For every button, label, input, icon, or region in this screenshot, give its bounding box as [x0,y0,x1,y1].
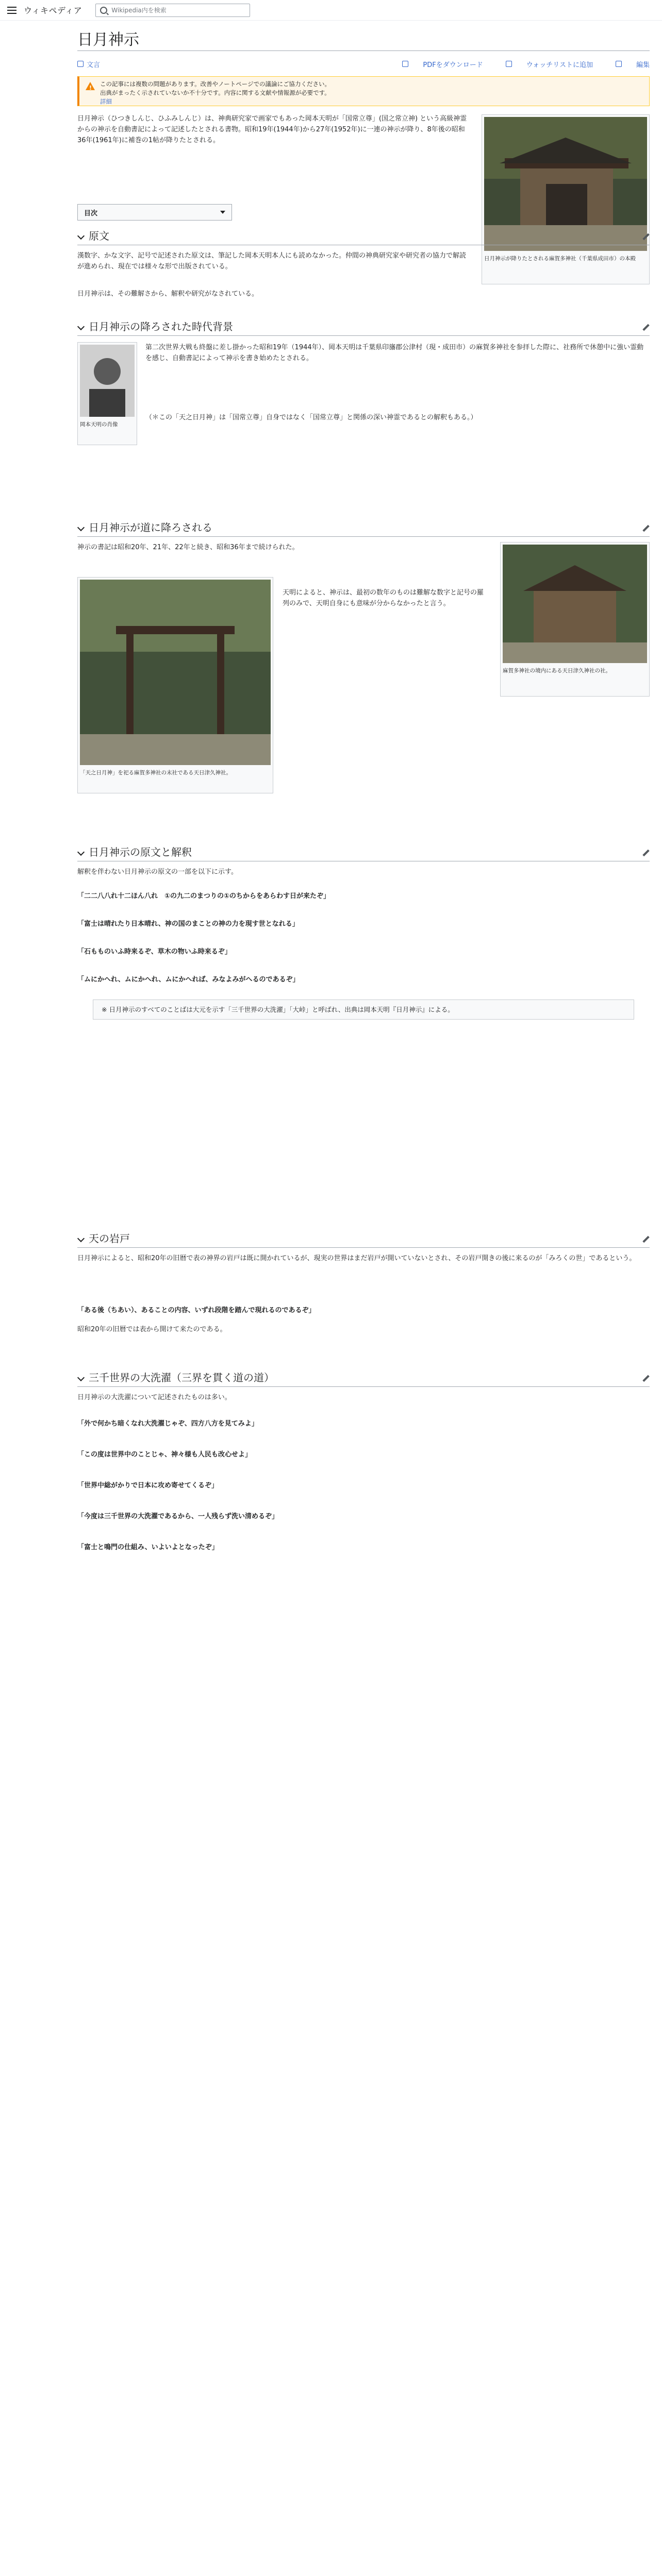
shrine-annex-caption: 麻賀多神社の境内にある天日津久神社の社。 [503,668,611,674]
lead-figure [482,114,650,284]
section6-quote-1 [77,1418,650,1429]
edit-section-icon[interactable] [642,1375,650,1382]
chevron-down-icon [77,524,85,531]
section6-quote-4 [77,1511,650,1522]
lead-figure-caption: 日月神示が降りたとされる麻賀多神社（千葉県成田市）の本殿 [484,256,636,262]
section6-quote-5 [77,1542,650,1553]
section1-paragraph-1: 漢数字、かな文字、記号で記述された原文は、筆記した岡本天明本人にも読めなかった。仲間の神典研究家や研究者の協力で解読が進められ、現在では様々な形で出版されている。 [77,252,467,270]
notice-line-1: この記事には複数の問題があります。改善やノートページでの議論にご協力ください。 [100,80,331,88]
torii-photo [80,580,271,765]
quote-text: 「富士と鳴門の仕組み、いよいよとなったぞ」 [77,1544,219,1551]
search-input[interactable] [95,4,250,17]
section-heading-genbun[interactable] [77,229,650,245]
chevron-down-icon [77,323,85,330]
notice-more-link[interactable]: 詳細 [100,98,112,105]
section-heading-background[interactable] [77,319,650,336]
edit-label: 編集 [636,61,650,69]
watch-label: ウォッチリストに追加 [526,61,593,69]
edit-link[interactable] [604,58,650,70]
star-icon [506,61,512,67]
pdf-download-link[interactable] [391,58,483,70]
section-heading-text-interpretation[interactable] [77,845,650,861]
citation-box: ※ 日月神示のすべてのことばは大元を示す「三千世界の大洗濯」「大峠」と呼ばれ、出典は岡本天明『日月神示』による。 [93,999,634,1020]
section4-quote-2 [77,919,650,929]
section1-paragraph-2: 日月神示は、その難解さから、解釈や研究がなされている。 [77,290,259,298]
section-title: 日月神示の原文と解釈 [89,846,192,858]
portrait-figure [77,342,137,445]
section-title: 原文 [89,230,109,242]
edit-section-icon[interactable] [642,525,650,532]
download-icon [402,61,408,67]
menu-icon[interactable] [7,7,16,14]
edit-section-icon[interactable] [642,1236,650,1243]
section-title: 日月神示の降ろされた時代背景 [89,320,233,333]
section3-paragraph-2: 天明によると、神示は、最初の数年のものは難解な数字と記号の羅列のみで、天明自身にも意味が分からなかったと言う。 [283,589,484,607]
section6-quote-2 [77,1449,650,1460]
chevron-down-icon [77,849,85,856]
quote-text: 「ある後（ちあい）、あることの内容、いずれ段階を踏んで現れるのであるぞ」 [77,1307,316,1314]
shrine-gate-figure [77,577,273,793]
edit-section-icon[interactable] [642,324,650,331]
section2-paragraph-1: 第二次世界大戦も終盤に差し掛かった昭和19年（1944年）、岡本天明は千葉県印旛郡公津村（現・成田市）の麻賀多神社を参拝した際に、社務所で休憩中に強い霊動を感じ、自動書記によって神示を書き始めたとされる。 [145,344,644,362]
pdf-label: PDFをダウンロード [423,61,483,69]
section4-intro: 解釈を伴わない日月神示の原文の一部を以下に示す。 [77,868,238,876]
quote-text: 「石もものいふ時来るぞ、草木の物いふ時来るぞ」 [77,948,231,956]
section6-intro: 日月神示の大洗濯について記述されたものは多い。 [77,1394,231,1401]
section2-paragraph-2: （＊この「天之日月神」は「国常立尊」自身ではなく「国常立尊」と関係の深い神霊であるとの解釈もある。） [145,414,477,421]
section4-quote-3 [77,946,650,957]
top-bar [0,0,662,21]
toc-label: 目次 [84,209,98,217]
section6-quote-3 [77,1480,650,1491]
quote-text: 「二二八八れ十二ほん八れ ①の九二のまつりの①のちからをあらわす日が来たぞ」 [77,892,330,900]
search-icon [100,7,107,14]
portrait-caption: 岡本天明の肖像 [80,421,118,428]
warning-icon [86,82,95,90]
section-title: 天の岩戸 [89,1232,130,1245]
chevron-down-icon [220,211,225,214]
lead-paragraph: 日月神示（ひつきしんじ、ひふみしんじ）は、神典研究家で画家でもあった岡本天明が「国常立尊」(国之常立神) という高級神霊からの神示を自動書記によって記述したとされる書物。昭和19年(1944年)から27年(1952年)に一連の神示が降り、8年後の昭和36年(1961年)に補巻の1帖が降りたとされる。 [77,115,467,144]
table-of-contents[interactable] [77,204,232,221]
section5-paragraph-1: 日月神示によると、昭和20年の旧暦で表の神界の岩戸は既に開かれているが、現実の世界はまだ岩戸が開いていないとされ、その岩戸開きの後に来るのが「みろくの世」であるという。 [77,1255,636,1262]
language-icon [77,61,84,67]
notice-line-2: 出典がまったく示されていないか不十分です。内容に関する文献や情報源が必要です。 [100,89,330,96]
chevron-down-icon [77,1235,85,1242]
annex-photo [503,545,647,663]
section4-quote-4 [77,974,650,985]
section-title: 三千世界の大洗濯（三界を貫く道の道） [89,1371,274,1384]
quote-text: 「ムにかへれ、ムにかへれ、ムにかへれば、みなよみがへるのであるぞ」 [77,976,300,984]
tab-article-label: 文言 [87,61,101,69]
maintenance-notice [77,76,650,106]
section-heading-descent[interactable] [77,520,650,537]
quote-text: 「外で何かち暗くなれ大洗濯じゃぞ、四方八方を見てみよ」 [77,1420,258,1428]
chevron-down-icon [77,232,85,240]
section-heading-iwato[interactable] [77,1231,650,1248]
site-wordmark[interactable]: ウィキペディア [24,6,82,15]
section5-quote [77,1305,650,1316]
section-title: 日月神示が道に降ろされる [89,521,212,534]
title-divider [77,50,650,51]
quote-text: 「この度は世界中のことじゃ、神々様も人民も改心せよ」 [77,1451,252,1459]
shrine-annex-figure [500,542,650,697]
quote-text: 「富士は晴れたり日本晴れ、神の国のまことの神の力を現す世となれる」 [77,920,299,928]
quote-text: 「世界中総がかりで日本に攻め寄せてくるぞ」 [77,1482,219,1489]
chevron-down-icon [77,1374,85,1381]
watch-link[interactable] [494,58,593,70]
section-heading-great-cleansing[interactable] [77,1370,650,1387]
section4-quote-1 [77,891,650,902]
section5-paragraph-2: 昭和20年の旧暦では表から開けて来たのである。 [77,1326,227,1333]
portrait-photo [80,345,135,417]
tab-article[interactable] [77,58,100,70]
page-toolbar [77,58,650,70]
edit-section-icon[interactable] [642,850,650,857]
edit-icon [616,61,622,67]
quote-text: 「今度は三千世界の大洗濯であるから、一人残らず洗い清めるぞ」 [77,1513,279,1520]
search-placeholder: Wikipedia内を検索 [111,7,167,14]
shrine-gate-caption: 「天之日月神」を祀る麻賀多神社の末社である天日津久神社。 [80,770,231,776]
page-title: 日月神示 [77,31,139,49]
edit-section-icon[interactable] [642,233,650,241]
section3-paragraph-1: 神示の書記は昭和20年、21年、22年と続き、昭和36年まで続けられた。 [77,544,299,551]
